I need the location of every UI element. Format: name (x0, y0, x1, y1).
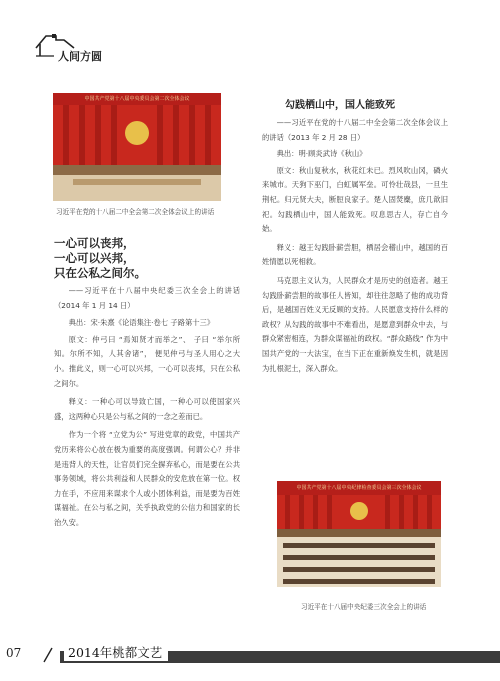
left-headline-1: 一心可以丧邦， (54, 236, 135, 250)
left-article (54, 236, 240, 531)
page-number: 07 (6, 646, 22, 660)
right-origin: 典出：明·顾炎武诗《秋山》 (276, 149, 367, 159)
photo-caption-bottom: 习近平在十八届中央纪委三次全会上的讲话 (301, 603, 427, 611)
left-commentary: 作为一个将 “立党为公” 写进党章的政党，中国共产党历来将公心放在极为重要的高度强调。何谓公心？并非是违背人的天性，让官员们完全摒弃私心，而是要在公共事务领域，将公共利益和人民群众的安危放在第一位。权力在手，不应用来谋求个人或小团体利益，而是要为百姓谋福祉。在公与私之间，关乎执政党的公信力和国家的长治久安。 (54, 430, 240, 527)
left-explanation: 释义：一种心可以导致亡国，一种心可以使国家兴盛，这两种心只是公与私之间的一念之差而已。 (54, 397, 240, 421)
magazine-title: 2014年桃都文艺 (64, 643, 168, 661)
left-headline-2: 一心可以兴邦， (54, 251, 135, 265)
left-headline-3: 只在公私之间尔。 (54, 266, 146, 280)
photo-caption-top: 习近平在党的十八届二中全会第二次全体会议上的讲话 (56, 208, 215, 216)
plenary-photo-top (53, 93, 221, 201)
right-headline: 勾践栖山中，国人能致死 (285, 100, 395, 111)
right-commentary: 马克思主义认为，人民群众才是历史的创造者。越王勾践卧薪尝胆的故事任人皆知，却往往忽略了他的成功背后，是越国百姓义无反顾的支持。人民愿意支持什么样的政权？从勾践的故事中不难看出，是愿意到群众中去，与群众紧密相连，为群众谋福祉的政权。“群众路线” 作为中国共产党的一大法宝，在当下正在重新焕发生机，就是因为扎根泥土，深入群众。 (262, 275, 448, 373)
plenary-photo-bottom (277, 481, 441, 587)
photo-banner-top: 中国共产党第十八届中央委员会第二次全体会议 (84, 96, 190, 102)
right-explanation: 释义：越王勾践卧薪尝胆，栖居会稽山中，越国的百姓情愿以死相救。 (262, 242, 448, 267)
photo-banner-bottom: 中国共产党第十八届中央纪律检查委员会第三次全体会议 (296, 485, 422, 491)
left-origin: 典出：宋·朱熹《论语集注·卷七 子路第十三》 (68, 318, 215, 328)
right-source: ——习近平在党的十八届二中全会第二次全体会议上的讲话（2013 年 2 月 28 日） (262, 118, 448, 142)
left-original-text: 原文：仲弓曰 “焉知贤才而举之”、 子曰 “举尔所知。尔所不知，人其舍诸”， 便见仲弓与圣人用心之大小。推此义，则一心可以兴邦，一心可以丧邦，只在公私之间尔。 (54, 334, 240, 388)
left-source: ——习近平在十八届中央纪委三次全会上的讲话（2014 年 1 月 14 日） (54, 286, 240, 310)
right-original-text: 原文：秋山复秋水，秋花红未已。烈风吹山冈，磷火来城市。天狗下巫门，白虹属军垒。可怜壮哉县，一旦生荆杞。归元贤大夫，断脰良家子。楚人固焚麇，庶几歆旧祀。勾践栖山中，国人能致死。叹息思古人，存亡自今始。 (262, 165, 448, 234)
right-article (262, 116, 448, 376)
footer-slash-icon (34, 647, 62, 663)
section-logo-text: 人间方圆 (58, 50, 102, 63)
